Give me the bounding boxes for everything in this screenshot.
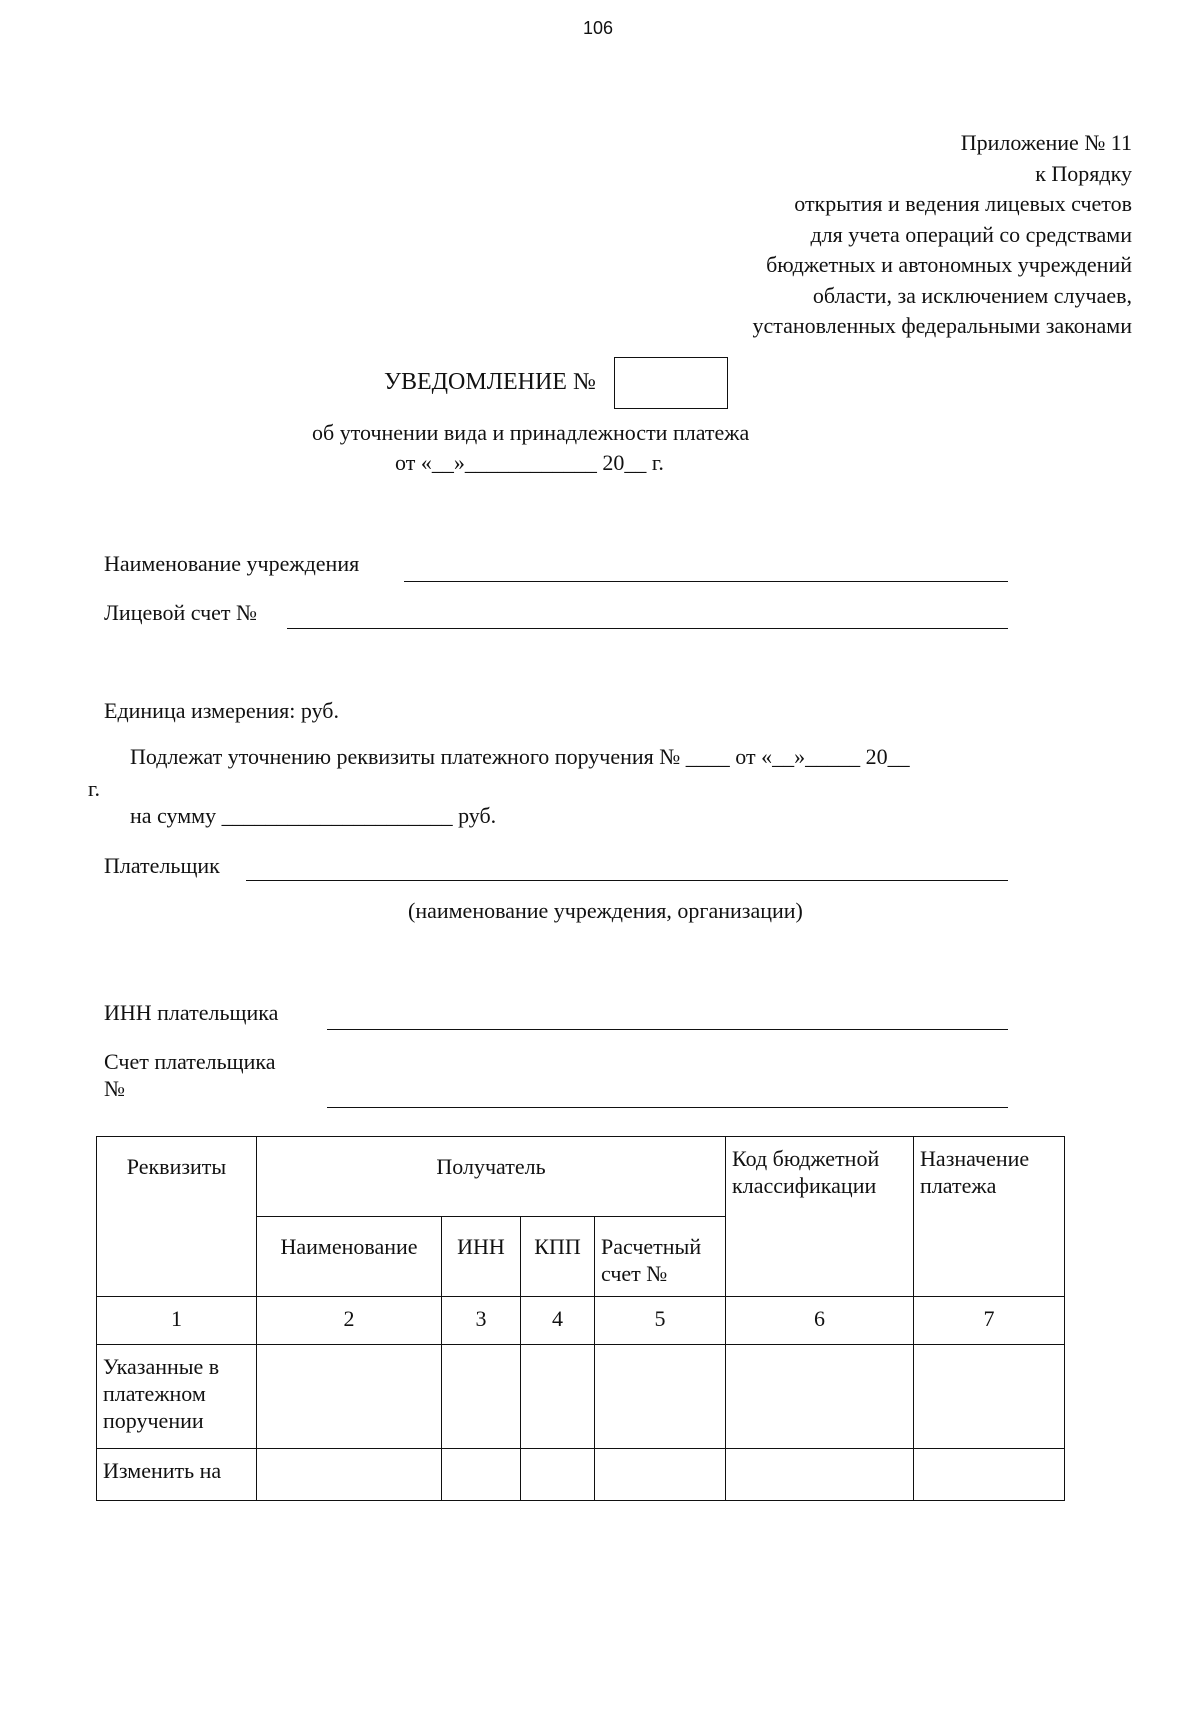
institution-field-line[interactable] <box>404 581 1008 582</box>
appendix-line: к Порядку <box>1035 160 1132 186</box>
header-name: Наименование <box>257 1217 442 1297</box>
header-account: Расчетный счет № <box>595 1217 726 1297</box>
page-number: 106 <box>583 18 614 38</box>
institution-label: Наименование учреждения <box>104 551 360 576</box>
payer-inn-label: ИНН плательщика <box>104 1000 279 1025</box>
column-number: 2 <box>257 1297 442 1345</box>
table-cell[interactable] <box>595 1449 726 1501</box>
table-cell[interactable] <box>521 1345 595 1449</box>
payer-account-label: Счет плательщика <box>104 1049 276 1074</box>
table-cell[interactable] <box>521 1449 595 1501</box>
header-kpp: КПП <box>521 1217 595 1297</box>
table-cell[interactable] <box>726 1345 914 1449</box>
appendix-line: области, за исключением случаев, <box>812 282 1132 308</box>
table-row <box>97 1449 1065 1501</box>
account-field-line[interactable] <box>287 628 1008 629</box>
table-cell[interactable] <box>257 1345 442 1449</box>
payment-order-line: Подлежат уточнению реквизиты платежного поручения № ____ от «__»_____ 20__ <box>130 744 910 769</box>
appendix-line: установленных федеральными законами <box>752 313 1132 338</box>
column-number: 1 <box>97 1297 257 1345</box>
payer-label: Плательщик <box>104 853 220 878</box>
table-cell[interactable] <box>257 1449 442 1501</box>
table-cell[interactable] <box>442 1449 521 1501</box>
account-label: Лицевой счет № <box>104 600 258 625</box>
header-inn: ИНН <box>442 1217 521 1297</box>
column-number: 3 <box>442 1297 521 1345</box>
appendix-line: бюджетных и автономных учреждений <box>766 252 1132 277</box>
appendix-line: Приложение № 11 <box>960 130 1132 155</box>
payer-account-field-line[interactable] <box>327 1107 1008 1108</box>
appendix-line: для учета операций со средствами <box>810 221 1132 247</box>
column-number: 4 <box>521 1297 595 1345</box>
payer-field-line[interactable] <box>246 880 1008 881</box>
unit-label: Единица измерения: руб. <box>104 698 339 723</box>
year-suffix: г. <box>88 776 101 801</box>
notice-date-line: от «__»____________ 20__ г. <box>395 450 664 475</box>
payer-inn-field-line[interactable] <box>327 1029 1008 1030</box>
header-purpose: Назначение платежа <box>914 1137 1065 1297</box>
appendix-line: открытия и ведения лицевых счетов <box>794 191 1132 216</box>
appendix-header <box>752 128 1132 342</box>
notice-number-box[interactable] <box>614 357 728 409</box>
header-recipient: Получатель <box>257 1137 726 1217</box>
requisites-table <box>96 1136 1065 1501</box>
notice-subtitle: об уточнении вида и принадлежности платежа <box>312 420 750 445</box>
column-number: 7 <box>914 1297 1065 1345</box>
table-cell[interactable] <box>442 1345 521 1449</box>
column-number: 5 <box>595 1297 726 1345</box>
table-cell[interactable] <box>595 1345 726 1449</box>
row-label: Указанные в платежном поручении <box>97 1345 257 1449</box>
header-requisites: Реквизиты <box>97 1137 257 1297</box>
table-row <box>97 1345 1065 1449</box>
table-cell[interactable] <box>914 1345 1065 1449</box>
row-label: Изменить на <box>97 1449 257 1501</box>
table-cell[interactable] <box>726 1449 914 1501</box>
column-number: 6 <box>726 1297 914 1345</box>
header-kbk: Код бюджетной классификации <box>726 1137 914 1297</box>
notice-title: УВЕДОМЛЕНИЕ № <box>384 369 596 395</box>
sum-line: на сумму _____________________ руб. <box>130 803 497 828</box>
payer-account-label-no: № <box>104 1076 125 1101</box>
payer-caption: (наименование учреждения, организации) <box>408 898 803 923</box>
table-cell[interactable] <box>914 1449 1065 1501</box>
